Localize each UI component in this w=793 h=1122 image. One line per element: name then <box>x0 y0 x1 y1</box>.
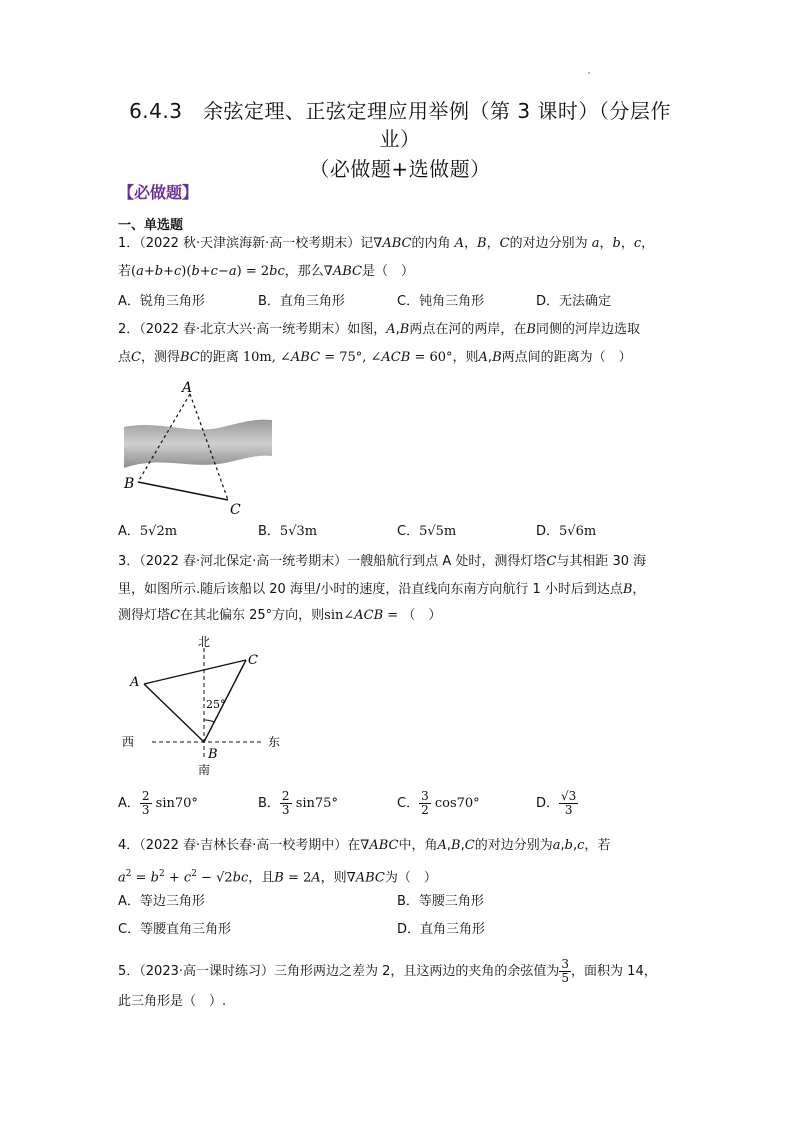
q5-stem-line-1: 5．（2023·高一课时练习）三角形两边之差为 2，且这两边的夹角的余弦值为 $\frac{3}{5}$ ，面积为 14， <box>118 957 657 985</box>
q4-option-d[interactable]: D．直角三角形 <box>397 922 486 937</box>
title-line-2: 业） <box>379 127 421 151</box>
label-north: 北 <box>198 635 211 649</box>
q1-option-c[interactable]: C．钝角三角形 <box>397 294 485 309</box>
label-south: 南 <box>198 763 211 777</box>
q2-option-b[interactable]: B．5√3m <box>258 524 318 539</box>
q4-stem-line-1: 4．（2022 春·吉林长春·高一校考期中）在∇ABC中，角A,B,C的对边分别为a,b,c，若 <box>118 838 611 853</box>
label-c: C <box>230 502 241 518</box>
title-line-1: 6.4.3 余弦定理、正弦定理应用举例（第 3 课时）（分层作 <box>129 99 671 123</box>
segment-ac <box>144 660 246 684</box>
bearing-figure <box>118 634 308 780</box>
q1-option-b[interactable]: B．直角三角形 <box>258 294 345 309</box>
q3-option-b[interactable]: B． $\frac{2}{3}$ sin75° <box>258 789 338 817</box>
river-figure <box>118 372 278 520</box>
q3-option-c[interactable]: C． $\frac{3}{2}$ cos70° <box>397 789 480 817</box>
label-b: B <box>208 747 218 762</box>
segment-bc <box>138 482 228 500</box>
q4-stem-line-2: $a^2 = b^2 + c^2 - √2bc$，且B = 2A，则∇ABC为（ ） <box>118 869 437 886</box>
label-c: C <box>248 653 258 668</box>
scan-speck <box>588 72 590 74</box>
q3-stem-line-3: 测得灯塔C在其北偏东 25°方向，则sin∠ACB = （ ） <box>118 608 442 623</box>
q3-option-a[interactable]: A． $\frac{2}{3}$ sin70° <box>118 789 198 817</box>
q3-stem-line-2: 里，如图所示.随后该船以 20 海里/小时的速度，沿直线向东南方向航行 1 小时后到达点B， <box>118 582 646 597</box>
q2-stem-line-2: 点C，测得BC的距离 10m, ∠ABC = 75°, ∠ACB = 60°，则A,B两点间的距离为（ ） <box>118 350 632 365</box>
q4-option-a[interactable]: A．等边三角形 <box>118 894 205 909</box>
q1-stem-line-1: 1．（2022 秋·天津滨海新·高一校考期末）记∇ABC的内角 A，B，C的对边分别为 a，b，c， <box>118 236 655 251</box>
part-title: 一、单选题 <box>118 218 184 233</box>
q2-option-a[interactable]: A．5√2m <box>118 524 178 539</box>
q4-option-b[interactable]: B．等腰三角形 <box>397 894 484 909</box>
q3-stem-line-1: 3．（2022 春·河北保定·高一统考期末）一艘船航行到点 A 处时，测得灯塔C与其相距 30 海 <box>118 554 647 569</box>
q2-option-d[interactable]: D．5√6m <box>536 524 597 539</box>
title-line-3: （必做题+选做题） <box>309 157 491 181</box>
label-a: A <box>182 380 193 396</box>
label-b: B <box>124 476 135 492</box>
q1-stem-line-2: 若(a+b+c)(b+c−a) = 2bc，那么∇ABC是（ ） <box>118 264 414 279</box>
q5-stem-line-2: 此三角形是（ ）. <box>118 994 227 1009</box>
label-east: 东 <box>268 735 281 749</box>
river-band <box>124 420 272 468</box>
q2-stem-line-1: 2．（2022 春·北京大兴·高一统考期末）如图，A,B两点在河的两岸，在B同侧的河岸边选取 <box>118 322 640 337</box>
q3-option-d[interactable]: D． $\frac{√3}{3}$ <box>536 789 577 817</box>
q1-option-a[interactable]: A．锐角三角形 <box>118 294 205 309</box>
label-west: 西 <box>122 735 135 749</box>
section-tag: 【必做题】 <box>118 183 199 202</box>
q1-option-d[interactable]: D．无法确定 <box>536 294 612 309</box>
q4-option-c[interactable]: C．等腰直角三角形 <box>118 922 232 937</box>
label-angle: 25° <box>206 698 226 711</box>
label-a: A <box>130 675 140 690</box>
angle-arc <box>204 720 214 722</box>
q2-option-c[interactable]: C．5√5m <box>397 524 457 539</box>
segment-ab <box>144 684 204 742</box>
